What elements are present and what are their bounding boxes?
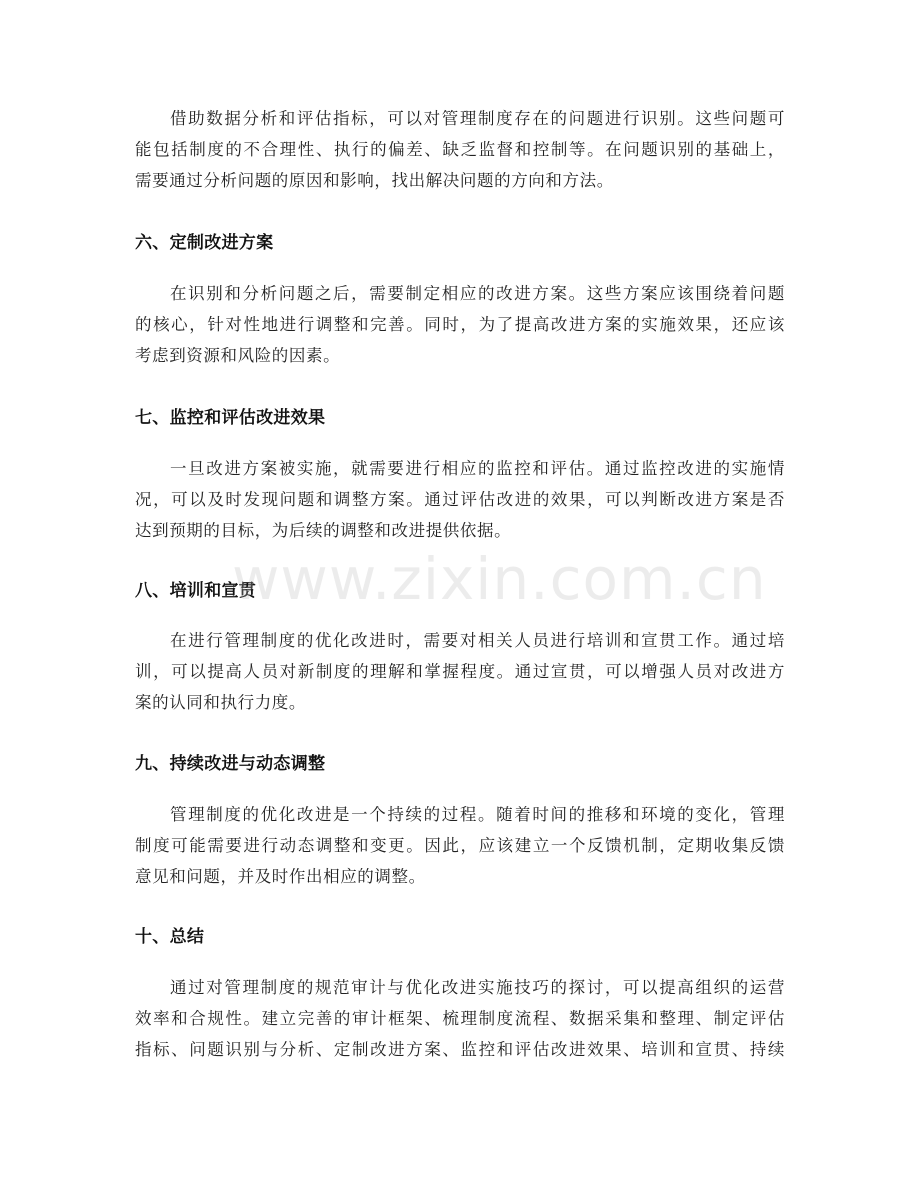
paragraph-line: 案的认同和执行力度。 [135, 693, 306, 712]
paragraph-summary [135, 972, 785, 1065]
paragraph-line: 考虑到资源和风险的因素。 [135, 346, 341, 365]
paragraph-line: 况，可以及时发现问题和调整方案。通过评估改进的效果，可以判断改进方案是否 [135, 490, 785, 509]
section-heading-7: 七、监控和评估改进效果 [135, 408, 326, 428]
section-heading-8: 八、培训和宣贯 [135, 581, 257, 601]
paragraph-line: 管理制度的优化改进是一个持续的过程。随着时间的推移和环境的变化，管理 [170, 805, 785, 824]
paragraph-line: 制度可能需要进行动态调整和变更。因此，应该建立一个反馈机制，定期收集反馈 [135, 836, 785, 855]
paragraph-improvement-plan [135, 278, 785, 371]
paragraph-line: 一旦改进方案被实施，就需要进行相应的监控和评估。通过监控改进的实施情 [170, 459, 785, 478]
paragraph-line: 达到预期的目标，为后续的调整和改进提供依据。 [135, 521, 512, 540]
section-heading-10: 十、总结 [135, 927, 205, 947]
paragraph-line: 通过对管理制度的规范审计与优化改进实施技巧的探讨，可以提高组织的运营 [170, 978, 785, 997]
section-heading-6: 六、定制改进方案 [135, 233, 274, 253]
section-heading-9: 九、持续改进与动态调整 [135, 754, 326, 774]
paragraph-line: 在识别和分析问题之后，需要制定相应的改进方案。这些方案应该围绕着问题 [170, 284, 785, 303]
paragraph-line: 借助数据分析和评估指标，可以对管理制度存在的问题进行识别。这些问题可 [170, 109, 785, 128]
paragraph-line: 在进行管理制度的优化改进时，需要对相关人员进行培训和宣贯工作。通过培 [170, 631, 785, 650]
paragraph-line: 效率和合规性。建立完善的审计框架、梳理制度流程、数据采集和整理、制定评估 [135, 1009, 785, 1028]
paragraph-line: 意见和问题，并及时作出相应的调整。 [135, 867, 426, 886]
paragraph-line: 的核心，针对性地进行调整和完善。同时，为了提高改进方案的实施效果，还应该 [135, 315, 785, 334]
paragraph-monitoring [135, 453, 785, 546]
paragraph-line: 需要通过分析问题的原因和影响，找出解决问题的方向和方法。 [135, 171, 614, 190]
paragraph-line: 训，可以提高人员对新制度的理解和掌握程度。通过宣贯，可以增强人员对改进方 [135, 662, 785, 681]
paragraph-continuous-improvement [135, 799, 785, 892]
paragraph-line: 指标、问题识别与分析、定制改进方案、监控和评估改进效果、培训和宣贯、持续 [135, 1040, 785, 1059]
watermark: www.zixin.com.cn [232, 545, 767, 613]
paragraph-line: 能包括制度的不合理性、执行的偏差、缺乏监督和控制等。在问题识别的基础上， [135, 140, 785, 159]
paragraph-problem-identification [135, 103, 785, 196]
paragraph-training [135, 625, 785, 718]
